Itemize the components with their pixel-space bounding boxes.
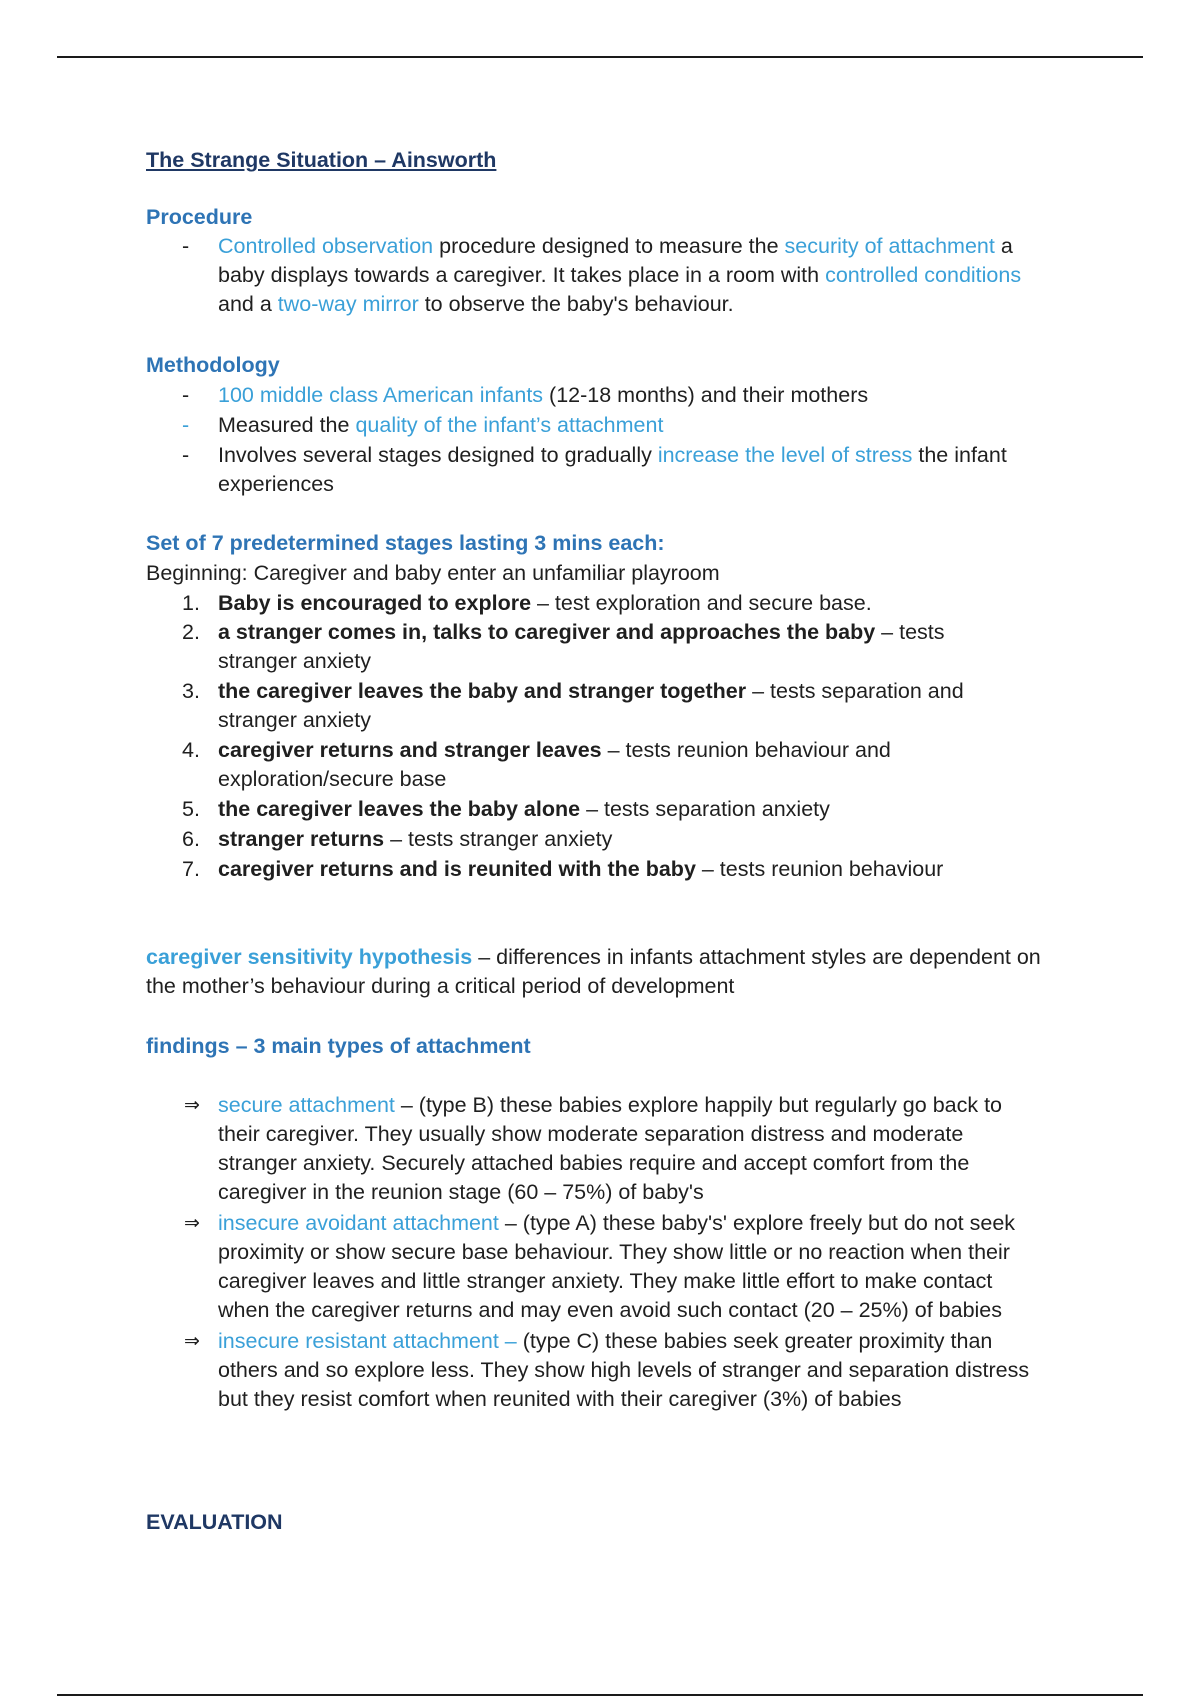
page-title: The Strange Situation – Ainsworth [146, 148, 497, 172]
dash-bullet: - [182, 383, 190, 407]
dash-bullet: - [182, 443, 190, 467]
top-rule [57, 56, 1143, 58]
arrow-bullet-icon: ⇒ [184, 1331, 200, 1352]
arrow-bullet-icon: ⇒ [184, 1213, 200, 1234]
dash-bullet: - [182, 234, 190, 258]
stages-intro: Beginning: Caregiver and baby enter an unfamiliar playroom [146, 561, 720, 585]
arrow-bullet-icon: ⇒ [184, 1095, 200, 1116]
dash-bullet: - [182, 413, 190, 437]
procedure-heading: Procedure [146, 205, 253, 229]
hypothesis-paragraph: caregiver sensitivity hypothesis – differences in infants attachment styles are dependent on the mother’s behaviour during a critical period of development [146, 945, 1041, 998]
procedure-text: Controlled observation procedure designed to measure the security of attachment a baby displays towards a caregiver. It takes place in a room with controlled conditions and a two-way mirror to observe the baby's behaviour. [218, 234, 1022, 316]
methodology-heading: Methodology [146, 353, 280, 377]
evaluation-heading: EVALUATION [146, 1510, 283, 1534]
bottom-rule [57, 1694, 1143, 1696]
stages-heading: Set of 7 predetermined stages lasting 3 mins each: [146, 531, 665, 555]
findings-heading: findings – 3 main types of attachment [146, 1034, 531, 1058]
